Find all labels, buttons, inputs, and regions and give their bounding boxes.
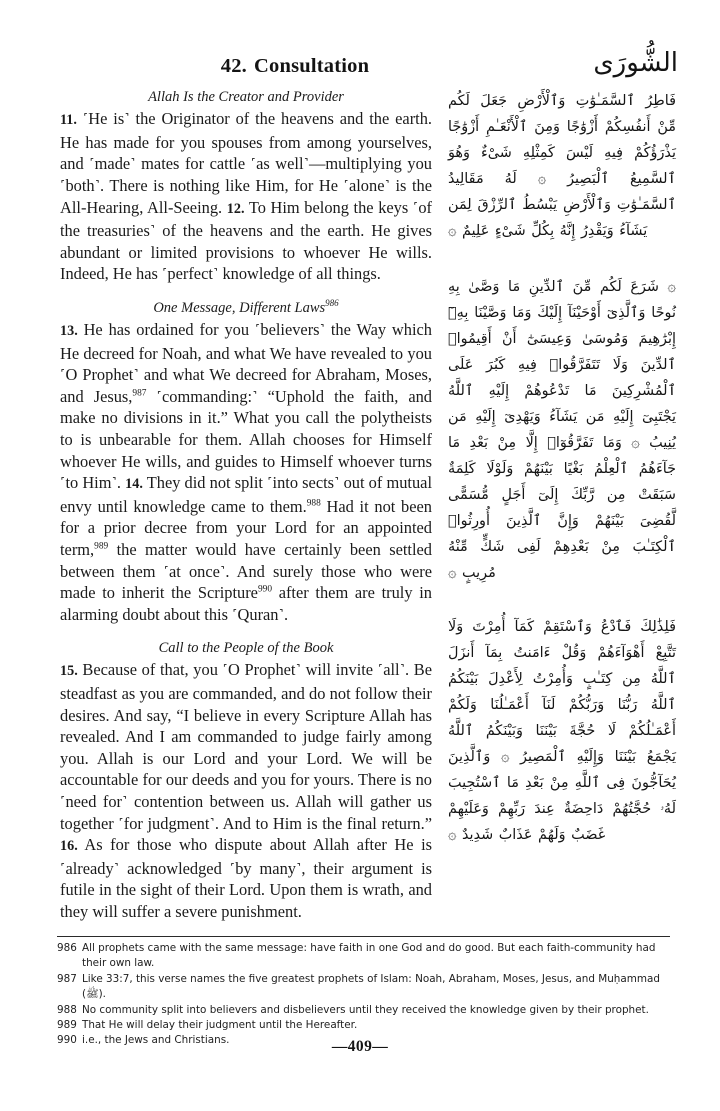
footnote-item — [57, 1003, 675, 1018]
english-verses-block-3: 15. Because of that, you ˹O Prophet˺ will invite ˹all˺. Be steadfast as you are commanded, and do not follow their desires. And say, “I believe in every Scripture Allah has revealed. And I am commanded to judge fairly among you. Allah is our Lord and your Lord. We will be accountable for our deeds and you for yours. There is no ˹need for˺ contention between us. Allah will gather us together ˹for judgment˺. And to Him is the final return.” 16. As for those who dispute about Allah after He is ˹already˺ acknowledged ˹by many˺, their argument is futile in the sight of their Lord. Upon them is wrath, and they will suffer a severe punishment. — [60, 660, 432, 921]
footnote-number: 989 — [57, 1019, 77, 1032]
arabic-block-spacer-1 — [448, 244, 676, 274]
english-translation-column — [60, 88, 432, 923]
section-heading-2 — [60, 299, 432, 317]
section-heading-1 — [60, 88, 432, 106]
page-title — [150, 55, 440, 78]
surah-number: 42. — [220, 55, 248, 77]
footnote-text: Like 33:7, this verse names the five greatest prophets of Islam: Noah, Abraham, Moses, Jesus, and Muḥammad (ﷺ). — [82, 972, 660, 1001]
section-heading-1-label: Allah Is the Creator and Provider — [148, 89, 344, 105]
surah-name-arabic: الشُّورَى — [593, 48, 678, 78]
footnote-text: i.e., the Jews and Christians. — [82, 1034, 230, 1047]
footnote-item — [57, 941, 675, 972]
section-heading-2-footnote-ref[interactable]: 986 — [325, 298, 339, 309]
section-heading-3-label: Call to the People of the Book — [158, 640, 334, 657]
footnote-item — [57, 1018, 675, 1033]
arabic-verses-block-2: ۞ شَرَعَ لَكُم مِّنَ ٱلدِّينِ مَا وَصَّىٰ بِهِ نُوحًا وَٱلَّذِىٓ أَوْحَيْنَآ إِلَيْكَ وَمَا وَصَّيْنَا بِهِۦٓ إِبْرَٰهِيمَ وَمُوسَىٰ وَعِيسَىٰٓ أَنْ أَقِيمُوا۟ ٱلدِّينَ وَلَا تَتَفَرَّقُوا۟ فِيهِ كَبُرَ عَلَى ٱلْمُشْرِكِينَ مَا تَدْعُوهُمْ إِلَيْهِ ٱللَّهُ يَجْتَبِىٓ إِلَيْهِ مَن يَشَآءُ وَيَهْدِىٓ إِلَيْهِ مَن يُنِيبُ ۞ وَمَا تَفَرَّقُوٓا۟ إِلَّا مِنْ بَعْدِ مَا جَآءَهُمُ ٱلْعِلْمُ بَغْيًا بَيْنَهُمْ وَلَوْلَا كَلِمَةٌ سَبَقَتْ مِن رَّبِّكَ إِلَىٓ أَجَلٍ مُّسَمًّى لَّقُضِىَ بَيْنَهُمْ وَإِنَّ ٱلَّذِينَ أُورِثُوا۟ ٱلْكِتَـٰبَ مِنْ بَعْدِهِمْ لَفِى شَكٍّ مِّنْهُ مُرِيبٍ ۞ — [448, 279, 676, 581]
english-verses-block-2: 13. He has ordained for you ˹believers˺ the Way which He decreed for Noah, and what We have revealed to you ˹O Prophet˺ and what We decreed for Abraham, Moses, and Jesus,$^{987}$ ˹commanding:˺ “Uphold the faith, and make no divisions in it.” What you call the polytheists to is unbearable for them. Allah chooses for Himself whoever He wills, and guides to Himself whoever turns ˹to Him˺. 14. They did not split ˹into sects˺ out of mutual envy until knowledge came to them.$^{988}$ Had it not been for a prior decree from your Lord for an appointed term,$^{989}$ the matter would have certainly been settled between them ˹at once˺. And surely those who were made to inherit the Scripture$^{990}$ after them are truly in alarming doubt about this ˹Quran˺. — [60, 320, 433, 624]
footnote-number: 990 — [57, 1034, 77, 1047]
footnote-text: All prophets came with the same message: have faith in one God and do good. But each faith-community had their own law. — [82, 942, 656, 970]
arabic-text-column — [448, 88, 676, 848]
section-heading-3 — [60, 639, 432, 657]
footnote-number: 987 — [57, 972, 77, 985]
section-heading-2-label: One Message, Different Laws — [153, 299, 326, 316]
footnote-item — [57, 972, 675, 1003]
arabic-verses-block-1: فَاطِرُ ٱلسَّمَـٰوَٰتِ وَٱلْأَرْضِ جَعَلَ لَكُم مِّنْ أَنفُسِكُمْ أَزْوَٰجًا وَمِنَ ٱلْأَنْعَـٰمِ أَزْوَٰجًا يَذْرَؤُكُمْ فِيهِ لَيْسَ كَمِثْلِهِ شَىْءٌ وَهُوَ ٱلسَّمِيعُ ٱلْبَصِيرُ ۞ لَهُ مَقَالِيدُ ٱلسَّمَـٰوَٰتِ وَٱلْأَرْضِ يَبْسُطُ ٱلرِّزْقَ لِمَن يَشَآءُ وَيَقْدِرُ إِنَّهُ بِكُلِّ شَىْءٍ عَلِيمٌ ۞ — [448, 93, 676, 239]
footnote-text: That He will delay their judgment until the Hereafter. — [82, 1019, 358, 1032]
footnote-text: No community split into believers and disbelievers until they received the knowledge given by their prophet. — [82, 1003, 649, 1016]
arabic-verses-block-3: فَلِذَٰلِكَ فَٱدْعُ وَٱسْتَقِمْ كَمَآ أُمِرْتَ وَلَا تَتَّبِعْ أَهْوَآءَهُمْ وَقُلْ ءَامَنتُ بِمَآ أَنزَلَ ٱللَّهُ مِن كِتَـٰبٍ وَأُمِرْتُ لِأَعْدِلَ بَيْنَكُمُ ٱللَّهُ رَبُّنَا وَرَبُّكُمْ لَنَآ أَعْمَـٰلُنَا وَلَكُمْ أَعْمَـٰلُكُمْ لَا حُجَّةَ بَيْنَنَا وَبَيْنَكُمُ ٱللَّهُ يَجْمَعُ بَيْنَنَا وَإِلَيْهِ ٱلْمَصِيرُ ۞ وَٱلَّذِينَ يُحَآجُّونَ فِى ٱللَّهِ مِنْ بَعْدِ مَا ٱسْتُجِيبَ لَهُۥ حُجَّتُهُمْ دَاحِضَةٌ عِندَ رَبِّهِمْ وَعَلَيْهِمْ غَضَبٌ وَلَهُمْ عَذَابٌ شَدِيدٌ ۞ — [448, 619, 676, 843]
surah-name-english: Consultation — [254, 55, 370, 77]
footnote-list — [57, 941, 675, 1049]
page-number: —409— — [331, 1038, 389, 1055]
arabic-block-spacer-2 — [448, 586, 676, 614]
footnote-number: 988 — [57, 1003, 77, 1016]
footnote-divider — [57, 936, 670, 937]
footnote-number: 986 — [57, 942, 77, 954]
english-verses-block-1: 11. ˹He is˺ the Originator of the heavens and the earth. He has made for you spouses from among yourselves, and ˹made˺ mates for cattle ˹as well˺—multiplying you ˹both˺. There is nothing like Him, for He ˹alone˺ is the All-Hearing, All-Seeing. 12. To Him belong the keys ˹of the treasuries˺ of the heavens and the earth. He gives abundant or limited provisions to whoever He wills. Indeed, He has ˹perfect˺ knowledge of all things. — [60, 109, 432, 284]
